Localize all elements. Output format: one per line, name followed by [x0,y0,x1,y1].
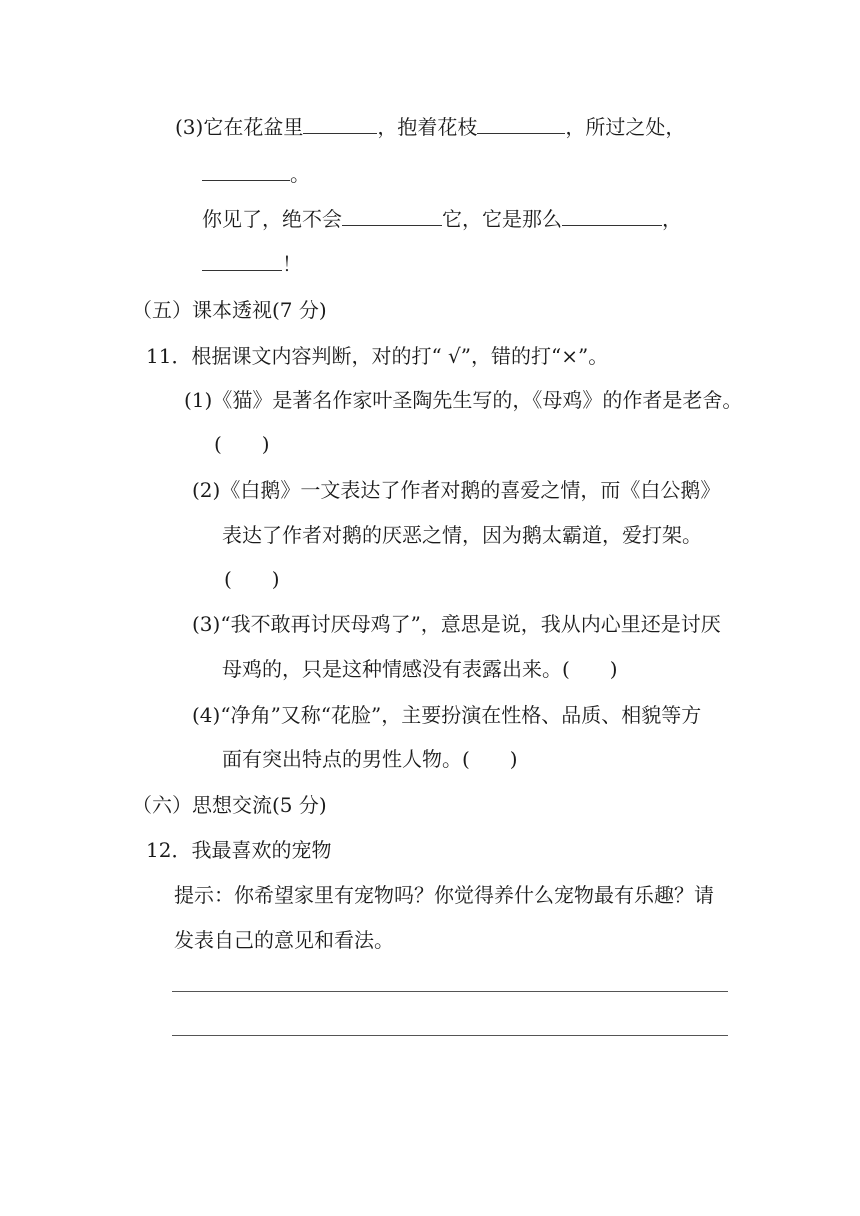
q10-3-text-4: 。 [290,162,310,186]
q10-3-blank-1[interactable] [303,113,377,134]
q12-prompt: 12．我最喜欢的宠物 [146,838,332,862]
q10-3-line1 [175,113,685,141]
q10-3-blank-3[interactable] [202,160,290,181]
q11-1-number: (1) [184,388,213,412]
q10-3-text-7: ， [662,207,682,231]
q11-1-answer-paren[interactable]: ( ) [214,432,270,456]
q11-3-line1 [192,610,721,638]
q11-3-number: (3) [192,612,221,636]
q11-2-line1 [192,476,720,504]
q12-hint-line1: 提示：你希望家里有宠物吗？你觉得养什么宠物最有乐趣？请 [174,883,714,907]
q11-4-text-1: “净角”又称“花脸”，主要扮演在性格、品质、相貌等方 [220,703,702,727]
q11-3-line2: 母鸡的，只是这种情感没有表露出来。( ) [222,657,618,681]
q11-2-number: (2) [192,478,221,502]
q10-3-line2 [202,160,310,188]
section6-heading: （六）思想交流(5 分) [132,793,327,817]
q12-hint-line2: 发表自己的意见和看法。 [174,928,394,952]
q11-2-line2: 表达了作者对鹅的厌恶之情，因为鹅太霸道，爱打架。 [222,523,702,547]
q10-3-blank-5[interactable] [562,205,662,226]
q10-3-line4 [202,250,302,278]
q12-answer-line-2[interactable] [172,1035,728,1036]
q10-3-number: (3) [175,115,204,139]
q10-3-line3 [202,205,682,233]
q11-4-line1 [192,701,701,729]
q11-2-answer-paren[interactable]: ( ) [224,567,280,591]
q11-4-line2: 面有突出特点的男性人物。( ) [222,747,518,771]
q10-3-text-5: 你见了，绝不会 [202,207,342,231]
q11-1-line1 [184,386,742,414]
q11-prompt: 11．根据课文内容判断，对的打“ √”，错的打“×”。 [146,344,609,368]
q10-3-blank-6[interactable] [202,250,282,271]
q10-3-blank-2[interactable] [477,113,565,134]
q10-3-text-2: ，抱着花枝 [377,115,478,139]
section5-heading: （五）课本透视(7 分) [132,298,327,322]
q10-3-text-1: 它在花盆里 [203,115,304,139]
q11-1-text: 《猫》是著名作家叶圣陶先生写的，《母鸡》的作者是老舍。 [212,388,743,412]
q10-3-blank-4[interactable] [342,205,442,226]
q10-3-text-6: 它，它是那么 [442,207,562,231]
q11-2-text-1: 《白鹅》一文表达了作者对鹅的喜爱之情，而《白公鹅》 [220,478,721,502]
q12-answer-line-1[interactable] [172,991,728,992]
q11-3-text-1: “我不敢再讨厌母鸡了”，意思是说，我从内心里还是讨厌 [220,612,721,636]
q10-3-text-3: ，所过之处， [565,115,686,139]
q10-3-text-8: ！ [282,252,302,276]
q11-4-number: (4) [192,703,221,727]
